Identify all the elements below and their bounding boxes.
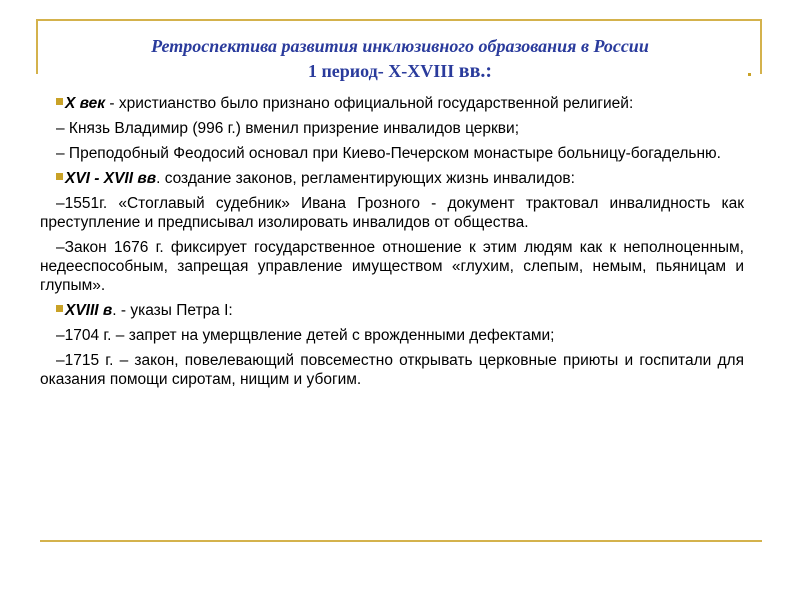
bullet-square-icon	[56, 98, 63, 105]
frame-left-line	[36, 19, 38, 74]
bullet-square-icon	[56, 305, 63, 312]
list-item-x-century	[40, 94, 744, 113]
list-item-term: X век	[65, 95, 106, 112]
title-line-1: Ретроспектива развития инклюзивного образования в России	[151, 36, 649, 56]
list-item-text: –Закон 1676 г. фиксирует государственное отношение к этим людям как к неполноценным, недееспособным, запрещая управление имуществом «глухим, слепым, немым, пьяницам и глупым».	[40, 239, 744, 294]
title-period: 1 период- X-XVIII	[307, 61, 459, 81]
list-item	[40, 144, 744, 163]
slide-title	[60, 34, 740, 84]
title-period-suffix: вв.:	[458, 60, 493, 82]
list-item-term: XVI - XVII вв	[65, 170, 157, 187]
list-item-text: - христианство было признано официальной государственной религией:	[105, 95, 634, 112]
list-item-text: –1704 г. – запрет на умерщвление детей с врожденными дефектами;	[56, 327, 555, 344]
list-item-text: . - указы Петра I:	[112, 302, 233, 319]
frame-right-line	[760, 19, 762, 74]
list-item	[40, 351, 744, 389]
list-item	[40, 119, 744, 138]
list-item-text: – Князь Владимир (996 г.) вменил призрение инвалидов церкви;	[56, 120, 520, 137]
list-item-term: XVIII в	[65, 302, 113, 319]
title-line-2	[60, 58, 740, 84]
list-item-xviii-century	[40, 301, 744, 320]
list-item-text: –1715 г. – закон, повелевающий повсеместно открывать церковные приюты и госпитали для оказания помощи сиротам, нищим и убогим.	[40, 352, 744, 388]
bullet-square-icon	[56, 173, 63, 180]
slide-content	[40, 94, 744, 395]
list-item	[40, 238, 744, 295]
list-item-xvi-xvii-centuries	[40, 169, 744, 188]
list-item	[40, 326, 744, 345]
list-item-text: –1551г. «Стоглавый судебник» Ивана Грозного - документ трактовал инвалидность как преступление и предписывал изолировать инвалидов от общества.	[40, 195, 744, 231]
list-item-text: – Преподобный Феодосий основал при Киево-Печерском монастыре больницу-богадельню.	[56, 145, 721, 162]
list-item-text: . создание законов, регламентирующих жизнь инвалидов:	[156, 170, 575, 187]
frame-top-line	[36, 19, 762, 21]
frame-bottom-line	[40, 540, 762, 542]
corner-dot	[748, 73, 751, 76]
list-item	[40, 194, 744, 232]
